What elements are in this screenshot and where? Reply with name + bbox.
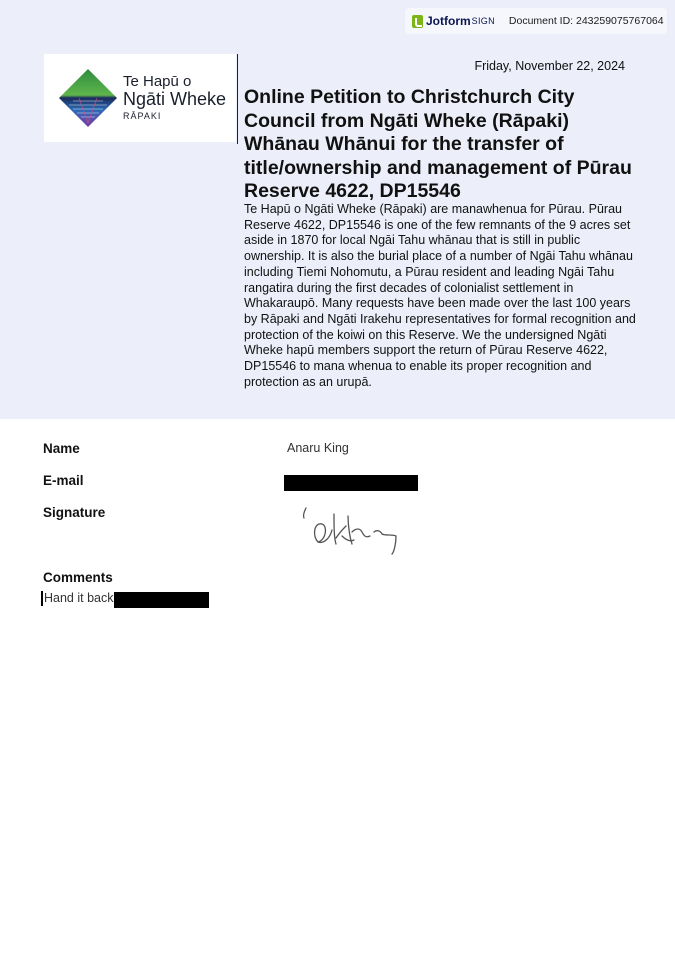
email-label: E-mail: [43, 473, 84, 488]
document-date: Friday, November 22, 2024: [474, 59, 625, 73]
logo-line-3: RĀPAKI: [123, 111, 162, 122]
jotform-brand: Jotform: [426, 14, 471, 28]
organisation-logo: [44, 54, 236, 142]
header-divider: [237, 54, 238, 144]
comments-label: Comments: [43, 570, 113, 585]
petition-title: Online Petition to Christchurch City Council from Ngāti Wheke (Rāpaki) Whānau Whānui for the transfer of title/ownership and management of Pūrau Reserve 4622, DP15546: [244, 86, 632, 202]
diamond-logo-icon: [57, 67, 119, 129]
logo-line-1: Te Hapū o: [123, 73, 192, 91]
name-value: Anaru King: [287, 441, 349, 455]
name-label: Name: [43, 441, 80, 456]
text-cursor: [41, 591, 43, 606]
jotform-logo: [412, 14, 495, 28]
comments-text: Hand it back: [44, 591, 114, 605]
jotform-icon: [412, 15, 423, 28]
document-id: Document ID: 243259075767064: [508, 15, 664, 27]
email-redaction: [284, 475, 418, 491]
logo-text: [123, 74, 226, 121]
handwritten-signature: [296, 502, 406, 558]
signature-label: Signature: [43, 505, 106, 520]
jotform-sign-badge: [405, 8, 667, 34]
petition-description: Te Hapū o Ngāti Wheke (Rāpaki) are manawhenua for Pūrau. Pūrau Reserve 4622, DP15546 is one of the few remnants of the 9 acres set aside in 1870 for local Ngāi Tahu whānau that is still in public ownership. It is also the burial place of a number of Ngāi Tahu whānau including Tiemi Nohomutu, a Pūrau resident and leading Ngāi Tahu rangatira during the first decades of colonialist settlement in Whakaraupō. Many requests have been made over the last 100 years by Rāpaki and Ngāti Irakehu representatives for formal recognition and protection of the koiwi on this Reserve. We the undersigned Ngāti Wheke hapū members support the return of Pūrau Reserve 4622, DP15546 to mana whenua to enable its proper recognition and protection as an urupā.: [244, 202, 636, 389]
logo-line-2: Ngāti Wheke: [123, 89, 227, 110]
comments-redaction: [114, 592, 209, 608]
jotform-sign-suffix: SIGN: [471, 16, 495, 26]
comments-value: [41, 590, 113, 606]
